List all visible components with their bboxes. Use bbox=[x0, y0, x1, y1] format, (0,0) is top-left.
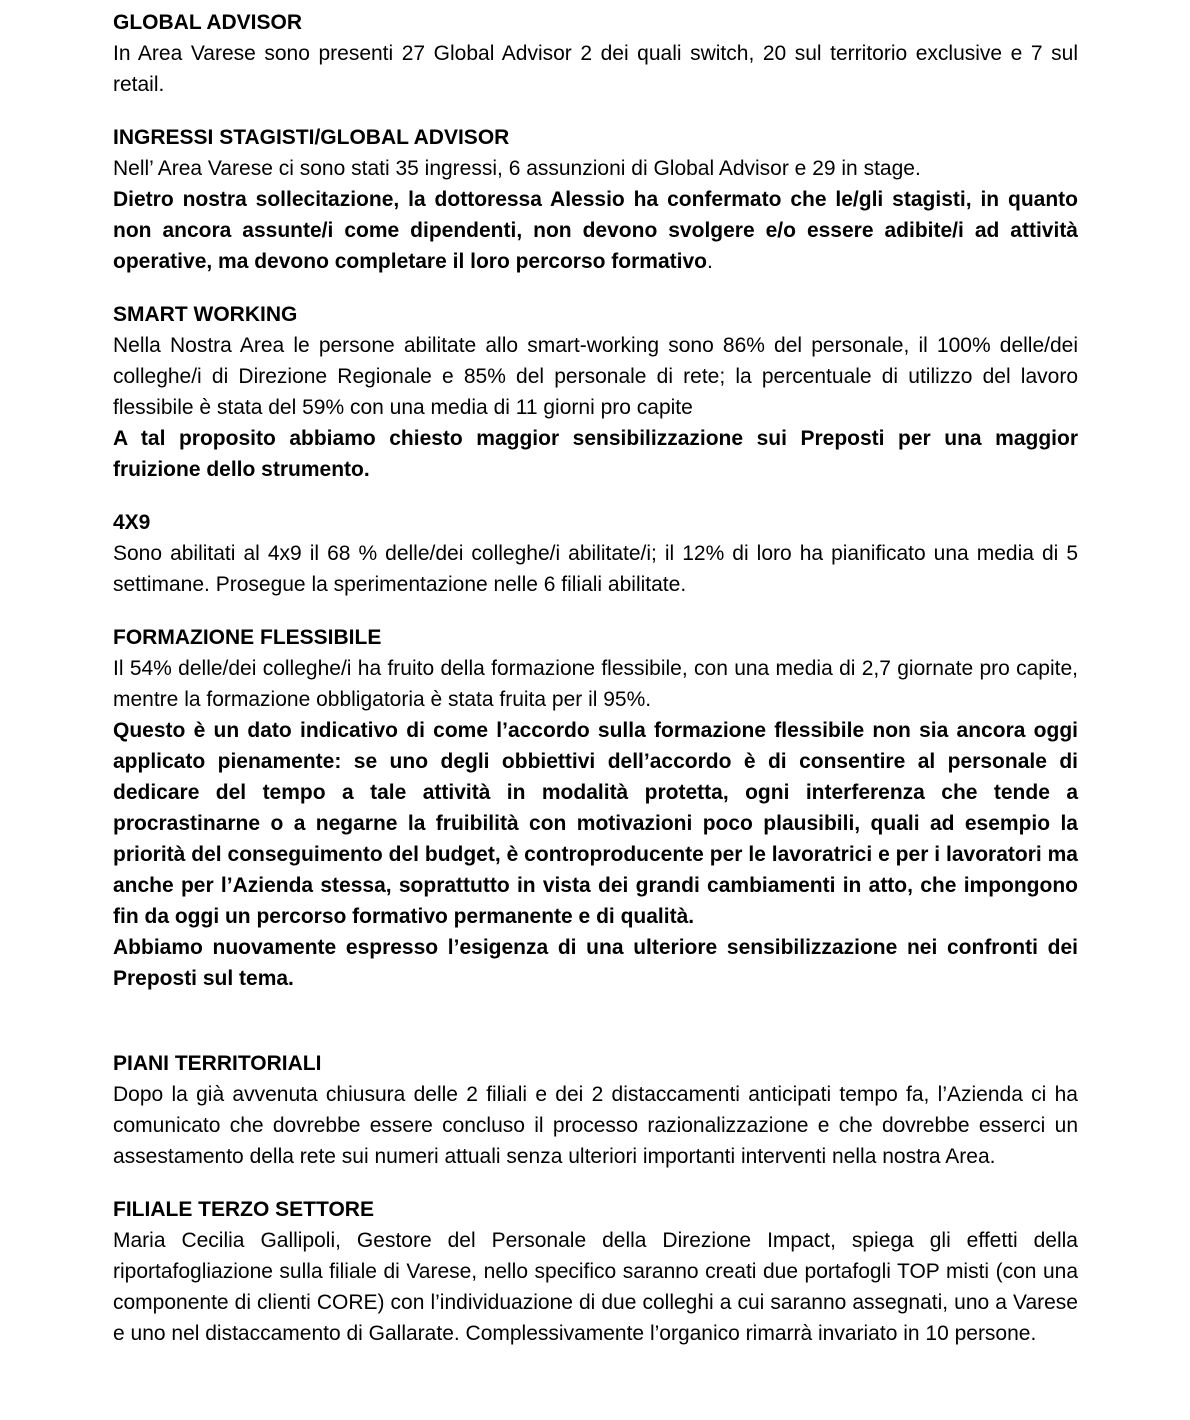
text-run-bold: A tal proposito abbiamo chiesto maggior sensibilizzazione sui Preposti per una maggior fruizione dello strumento. bbox=[113, 427, 1078, 481]
text-run: Il 54% delle/dei colleghe/i ha fruito della formazione flessibile, con una media di 2,7 giornate pro capite, mentre la formazione obbligatoria è stata fruita per il 95%. bbox=[113, 657, 1078, 711]
section-heading: PIANI TERRITORIALI bbox=[113, 1052, 322, 1075]
document-section-smart-working bbox=[113, 299, 1078, 485]
text-run-bold: Questo è un dato indicativo di come l’accordo sulla formazione flessibile non sia ancora oggi applicato pienamente: se uno degli obbiettivi dell’accordo è di consentire al personale di dedicare del tempo a tale attività in modalità protetta, ogni interferenza che tende a procrastinarne o a negarne la fruibilità con motivazioni poco plausibili, quali ad esempio la priorità del conseguimento del budget, è controproducente per le lavoratrici e per i lavoratori ma anche per l’Azienda stessa, soprattutto in vista dei grandi cambiamenti in atto, che impongono fin da oggi un percorso formativo permanente e di qualità. bbox=[113, 719, 1078, 928]
section-paragraph bbox=[113, 38, 1078, 100]
section-heading: INGRESSI STAGISTI/GLOBAL ADVISOR bbox=[113, 126, 510, 149]
section-heading: FILIALE TERZO SETTORE bbox=[113, 1198, 374, 1221]
section-paragraph bbox=[113, 423, 1078, 485]
text-run: In Area Varese sono presenti 27 Global Advisor 2 dei quali switch, 20 sul territorio exclusive e 7 sul retail. bbox=[113, 42, 1078, 96]
section-paragraph bbox=[113, 715, 1078, 932]
text-run-bold: Dietro nostra sollecitazione, la dottoressa Alessio ha confermato che le/gli stagisti, in quanto non ancora assunte/i come dipendenti, non devono svolgere e/o essere adibite/i ad attività operative, ma devono completare il loro percorso formativo bbox=[113, 188, 1078, 273]
section-heading: FORMAZIONE FLESSIBILE bbox=[113, 626, 382, 649]
document-section-4x9 bbox=[113, 507, 1078, 600]
section-heading: SMART WORKING bbox=[113, 303, 298, 326]
section-heading: 4X9 bbox=[113, 511, 151, 534]
text-run: Dopo la già avvenuta chiusura delle 2 filiali e dei 2 distaccamenti anticipati tempo fa, l’Azienda ci ha comunicato che dovrebbe essere concluso il processo razionalizzazione e che dovrebbe esserci un assestamento della rete sui numeri attuali senza ulteriori importanti interventi nella nostra Area. bbox=[113, 1083, 1078, 1168]
text-run: Sono abilitati al 4x9 il 68 % delle/dei colleghe/i abilitate/i; il 12% di loro ha pianificato una media di 5 settimane. Prosegue la sperimentazione nelle 6 filiali abilitate. bbox=[113, 542, 1078, 596]
section-paragraph bbox=[113, 330, 1078, 423]
text-run-bold: Abbiamo nuovamente espresso l’esigenza di una ulteriore sensibilizzazione nei confronti dei Preposti sul tema. bbox=[113, 936, 1078, 990]
document-body bbox=[113, 7, 1078, 1349]
text-run: Maria Cecilia Gallipoli, Gestore del Personale della Direzione Impact, spiega gli effetti della riportafogliazione sulla filiale di Varese, nello specifico saranno creati due portafogli TOP misti (con una componente di clienti CORE) con l’individuazione di due colleghi a cui saranno assegnati, uno a Varese e uno nel distaccamento di Gallarate. Complessivamente l’organico rimarrà invariato in 10 persone. bbox=[113, 1229, 1078, 1345]
text-run: Nella Nostra Area le persone abilitate allo smart-working sono 86% del personale, il 100% delle/dei colleghe/i di Direzione Regionale e 85% del personale di rete; la percentuale di utilizzo del lavoro flessibile è stata del 59% con una media di 11 giorni pro capite bbox=[113, 334, 1078, 419]
document-section-formazione-flessibile bbox=[113, 622, 1078, 994]
section-paragraph bbox=[113, 1079, 1078, 1172]
section-paragraph bbox=[113, 653, 1078, 715]
section-paragraph bbox=[113, 932, 1078, 994]
text-run: . bbox=[707, 250, 713, 273]
section-paragraph bbox=[113, 1225, 1078, 1349]
document-section-filiale-terzo-settore bbox=[113, 1194, 1078, 1349]
document-section-piani-territoriali bbox=[113, 1048, 1078, 1172]
text-run: Nell’ Area Varese ci sono stati 35 ingressi, 6 assunzioni di Global Advisor e 29 in stage. bbox=[113, 157, 921, 180]
section-paragraph bbox=[113, 184, 1078, 277]
section-paragraph bbox=[113, 538, 1078, 600]
section-heading: GLOBAL ADVISOR bbox=[113, 11, 303, 34]
document-section-ingressi-stagisti-global-advisor bbox=[113, 122, 1078, 277]
section-paragraph bbox=[113, 153, 1078, 184]
document-section-global-advisor bbox=[113, 7, 1078, 100]
